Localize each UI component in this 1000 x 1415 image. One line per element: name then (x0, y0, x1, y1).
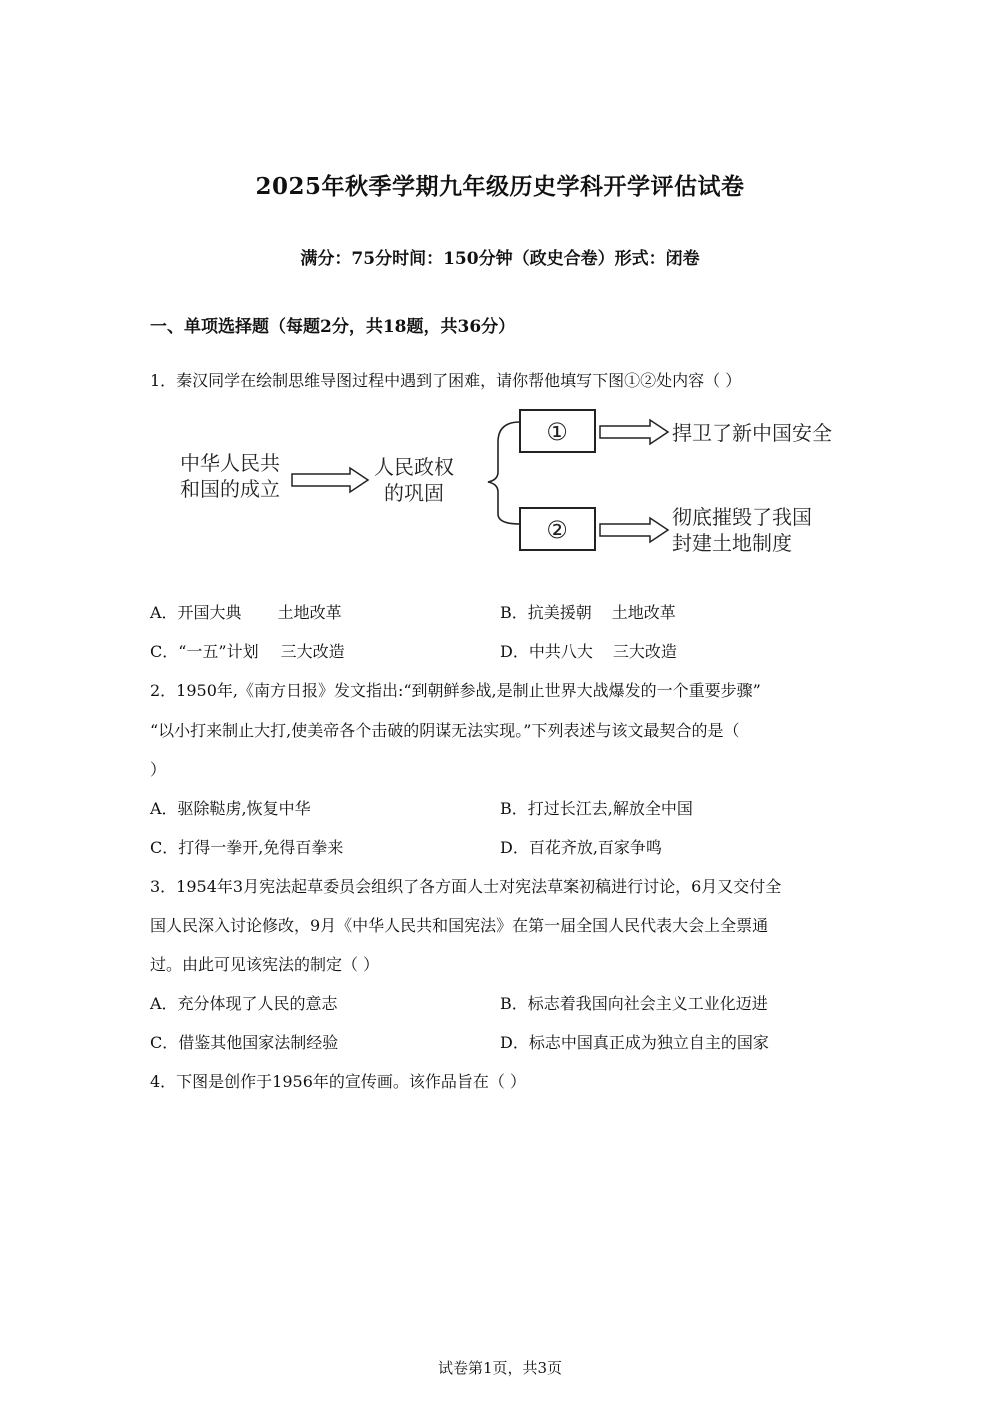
question-2-line1: 2．1950年,《南方日报》发文指出:“到朝鲜参战,是制止世界大战爆发的一个重要步骤” (150, 681, 761, 700)
question-3-line1: 3．1954年3月宪法起草委员会组织了各方面人士对宪法草案初稿进行讨论，6月又交付全 (150, 877, 782, 896)
q1-option-c[interactable]: C．“一五”计划 三大改造 (150, 642, 345, 661)
diagram-left-line2: 和国的成立 (180, 477, 280, 501)
mind-map-diagram (150, 402, 870, 562)
diagram-result-1: 捍卫了新中国安全 (672, 421, 832, 445)
q3-option-d[interactable]: D．标志中国真正成为独立自主的国家 (500, 1033, 769, 1052)
q2-option-b[interactable]: B．打过长江去,解放全中国 (500, 799, 693, 818)
diagram-result-2-line1: 彻底摧毁了我国 (672, 505, 812, 529)
exam-info: 满分：75分时间：150分钟（政史合卷）形式：闭卷 (300, 249, 700, 269)
question-2-line2: “以小打来制止大打,使美帝各个击破的阴谋无法实现。”下列表述与该文最契合的是（ (150, 721, 740, 740)
page-title: 2025年秋季学期九年级历史学科开学评估试卷 (255, 173, 745, 200)
q1-option-b[interactable]: B．抗美援朝 土地改革 (500, 603, 676, 622)
diagram-mid-line2: 的巩固 (384, 481, 444, 505)
question-1-stem: 1．秦汉同学在绘制思维导图过程中遇到了困难，请你帮他填写下图①②处内容（ ） (150, 371, 742, 390)
q1-option-d[interactable]: D．中共八大 三大改造 (500, 642, 677, 661)
page-footer: 试卷第1页，共3页 (437, 1359, 563, 1377)
q2-option-d[interactable]: D．百花齐放,百家争鸣 (500, 838, 662, 857)
q1-option-a[interactable]: A．开国大典 土地改革 (150, 603, 342, 622)
question-2-line3: ） (150, 760, 167, 779)
q2-option-c[interactable]: C．打得一拳开,免得百拳来 (150, 838, 344, 857)
q2-option-a[interactable]: A．驱除鞑虏,恢复中华 (150, 799, 311, 818)
diagram-brace (488, 422, 520, 524)
diagram-box-2-label: ② (546, 516, 568, 544)
q3-option-c[interactable]: C．借鉴其他国家法制经验 (150, 1033, 339, 1052)
diagram-result-2-line2: 封建土地制度 (672, 531, 792, 555)
diagram-arrow-1 (292, 468, 368, 492)
q3-option-a[interactable]: A．充分体现了人民的意志 (150, 994, 338, 1013)
question-3-line2: 国人民深入讨论修改，9月《中华人民共和国宪法》在第一届全国人民代表大会上全票通 (150, 916, 769, 935)
question-4-line1: 4．下图是创作于1956年的宣传画。该作品旨在（ ） (150, 1072, 526, 1091)
diagram-left-line1: 中华人民共 (180, 451, 280, 475)
diagram-mid-line1: 人民政权 (374, 455, 454, 479)
diagram-arrow-3 (600, 518, 668, 542)
q3-option-b[interactable]: B．标志着我国向社会主义工业化迈进 (500, 994, 768, 1013)
section-heading: 一、单项选择题（每题2分，共18题，共36分） (150, 317, 516, 337)
diagram-box-1-label: ① (546, 418, 568, 446)
question-3-line3: 过。由此可见该宪法的制定（ ） (150, 955, 380, 974)
diagram-arrow-2 (600, 420, 668, 444)
